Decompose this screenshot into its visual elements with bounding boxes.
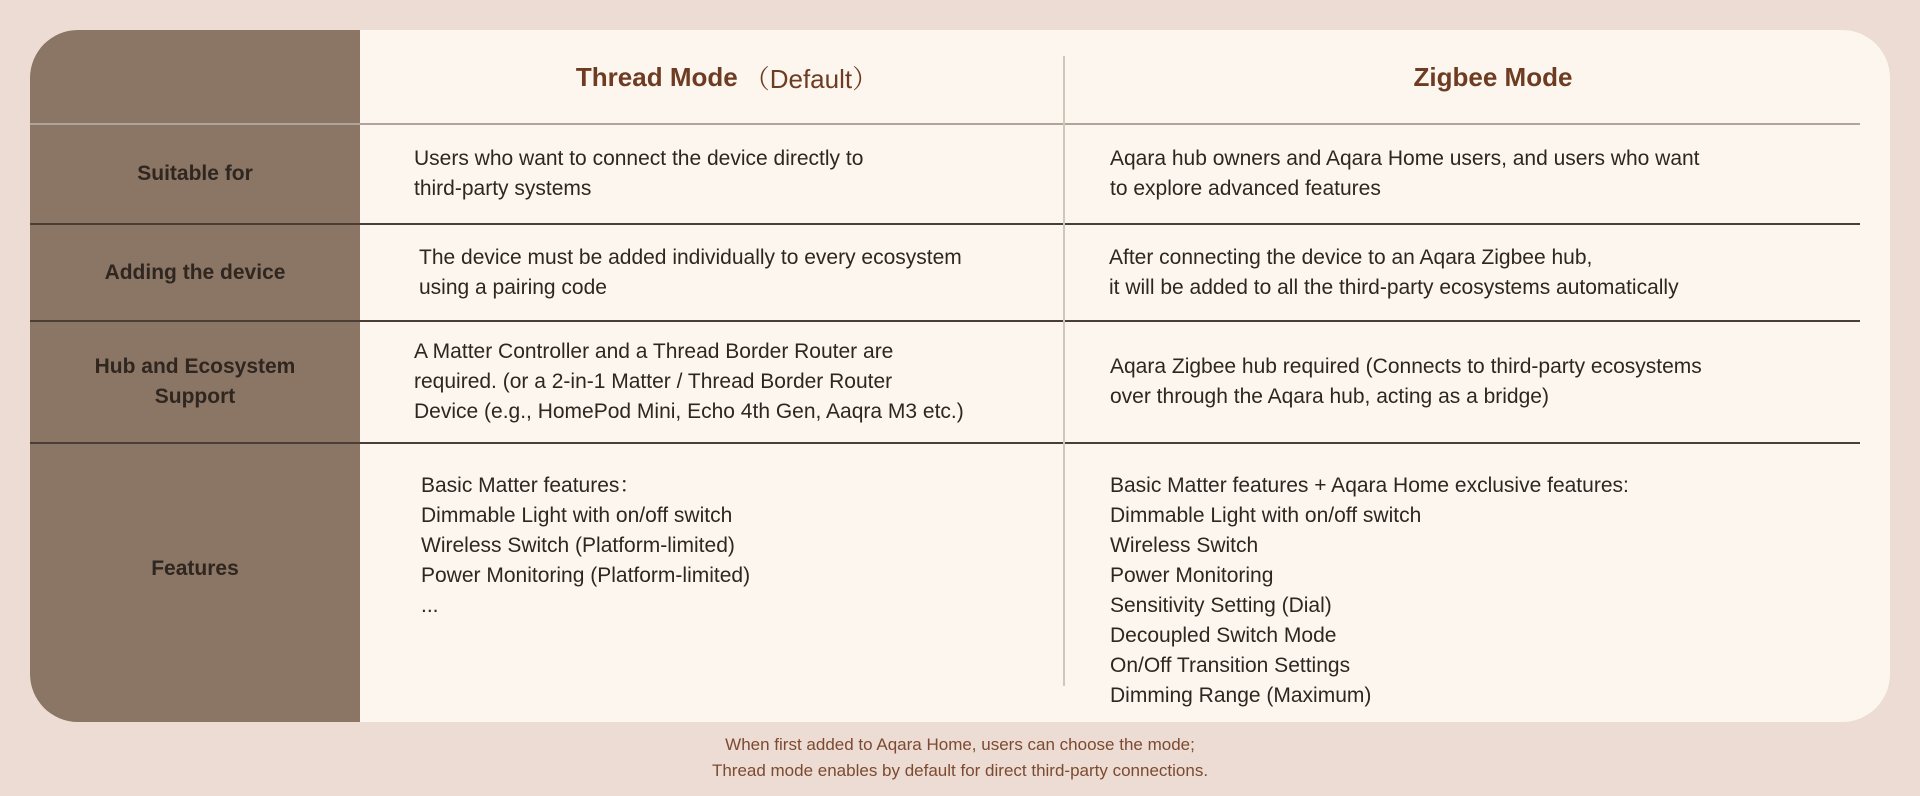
thread-mode-title: Thread Mode [575,61,738,92]
row-label-hub-and-ecosystem-support [30,322,360,442]
cell-text-line: using a pairing code [419,275,607,299]
footnote [0,732,1920,784]
cell-text-line: After connecting the device to an Aqara Zigbee hub, [1109,245,1593,269]
cell-thread-suitable-for [414,125,1054,223]
cell-thread-hub-support [414,322,1059,442]
cell-zigbee-hub-support [1110,322,1880,442]
row-label-suitable-for: Suitable for [137,162,253,185]
comparison-table [30,30,1890,722]
feature-item: Wireless Switch [1110,534,1259,557]
cell-text-line: Aqara Zigbee hub required (Connects to third-party ecosystems [1110,355,1702,378]
cell-thread-adding-device [419,225,1059,320]
cell-text-line: The device must be added individually to every ecosystem [419,245,962,269]
row-label-features: Features [151,557,239,580]
thread-mode-default-note: （Default） [743,63,879,94]
cell-text-line: it will be added to all the third-party ecosystems automatically [1109,275,1679,299]
row-label-line: Hub and Ecosystem [94,355,296,378]
column-divider [1063,56,1065,686]
cell-zigbee-suitable-for [1110,125,1870,223]
cell-zigbee-adding-device [1109,225,1879,320]
feature-item: ... [421,594,439,617]
zigbee-mode-title: Zigbee Mode [1413,61,1573,92]
cell-thread-features [421,471,1061,701]
cell-text-line: to explore advanced features [1110,177,1381,200]
cell-zigbee-features [1110,471,1880,721]
cell-text-line: Aqara hub owners and Aqara Home users, and users who want [1110,147,1700,170]
feature-item: On/Off Transition Settings [1110,654,1351,677]
feature-item: Power Monitoring [1110,564,1274,587]
feature-item: Sensitivity Setting (Dial) [1110,594,1332,617]
cell-text-line: Users who want to connect the device directly to [414,147,864,170]
cell-text-line: A Matter Controller and a Thread Border Router are [414,340,894,363]
footnote-line: When first added to Aqara Home, users can choose the mode; [725,735,1195,754]
feature-item: Dimmable Light with on/off switch [1110,504,1422,527]
row-label-line: Support [154,385,236,408]
cell-text-line: over through the Aqara hub, acting as a bridge) [1110,385,1549,408]
feature-item: Basic Matter features： [421,474,641,497]
cell-text-line: third-party systems [414,177,592,200]
feature-item: Dimming Range (Maximum) [1110,684,1372,707]
feature-item: Wireless Switch (Platform-limited) [421,534,735,557]
feature-item: Basic Matter features + Aqara Home exclusive features: [1110,474,1629,497]
cell-text-line: required. (or a 2-in-1 Matter / Thread Border Router [414,370,893,393]
header-thread-mode [360,30,1094,124]
feature-item: Power Monitoring (Platform-limited) [421,564,751,587]
header-zigbee-mode [1096,30,1890,124]
row-label-adding-the-device: Adding the device [104,260,286,284]
feature-item: Decoupled Switch Mode [1110,624,1337,647]
footnote-line: Thread mode enables by default for direct third-party connections. [711,761,1209,780]
feature-item: Dimmable Light with on/off switch [421,504,733,527]
cell-text-line: Device (e.g., HomePod Mini, Echo 4th Gen, Aaqra M3 etc.) [414,400,964,423]
